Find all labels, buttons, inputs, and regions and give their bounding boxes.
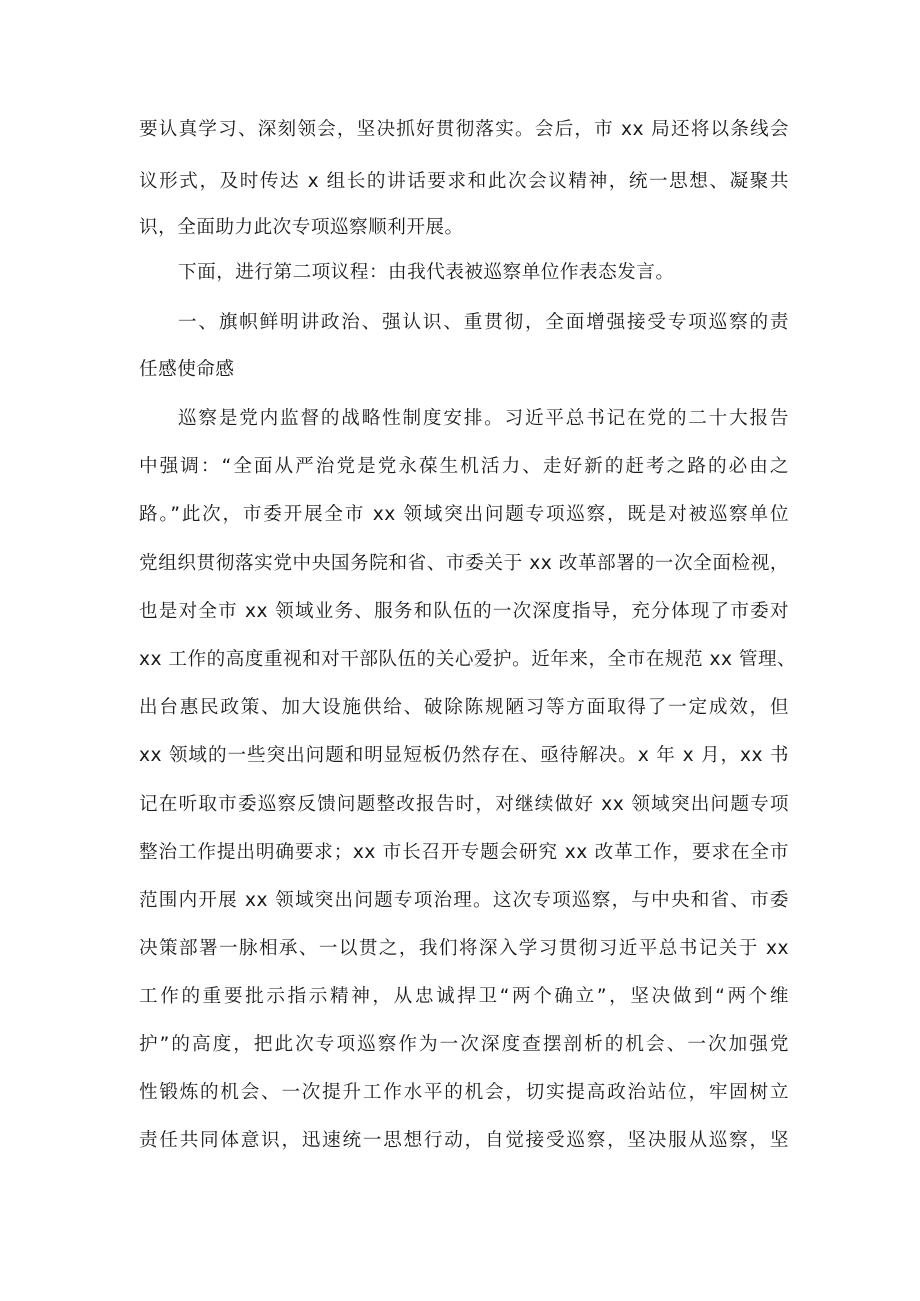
paragraph-line: 决策部署一脉相承、一以贯之，我们将深入学习贯彻习近平总书记关于 xx (139, 938, 789, 959)
paragraph-line: 要认真学习、深刻领会，坚决抓好贯彻落实。会后，市 xx 局还将以条线会 (139, 119, 789, 140)
paragraph-line: 性锻炼的机会、一次提升工作水平的机会，切实提高政治站位，牢固树立 (139, 1082, 789, 1103)
paragraph-line: 中强调：“全面从严治党是党永葆生机活力、走好新的赶考之路的必由之 (139, 456, 789, 477)
paragraph-line: 范围内开展 xx 领域突出问题专项治理。这次专项巡察，与中央和省、市委 (139, 890, 789, 911)
paragraph-line: xx 工作的高度重视和对干部队伍的关心爱护。近年来，全市在规范 xx 管理、 (139, 649, 797, 670)
paragraph-line: 也是对全市 xx 领域业务、服务和队伍的一次深度指导，充分体现了市委对 (139, 601, 789, 622)
section-heading-line: 任感使命感 (139, 359, 235, 380)
paragraph-line: 巡察是党内监督的战略性制度安排。习近平总书记在党的二十大报告 (178, 408, 789, 429)
paragraph-line: 路。”此次，市委开展全市 xx 领域突出问题专项巡察，既是对被巡察单位 (139, 504, 789, 525)
paragraph-line: 记在听取市委巡察反馈问题整改报告时，对继续做好 xx 领域突出问题专项 (139, 794, 789, 815)
paragraph-line: 议形式，及时传达 x 组长的讲话要求和此次会议精神，统一思想、凝聚共 (139, 171, 789, 192)
section-heading-line: 一、旗帜鲜明讲政治、强认识、重贯彻，全面增强接受专项巡察的责 (178, 312, 789, 333)
paragraph-line: xx 领域的一些突出问题和明显短板仍然存在、亟待解决。x 年 x 月，xx 书 (139, 745, 789, 766)
paragraph-line: 出台惠民政策、加大设施供给、破除陈规陋习等方面取得了一定成效，但 (139, 697, 789, 718)
paragraph-line: 责任共同体意识，迅速统一思想行动，自觉接受巡察，坚决服从巡察，坚 (139, 1130, 789, 1151)
paragraph-line: 党组织贯彻落实党中央国务院和省、市委关于 xx 改革部署的一次全面检视， (139, 553, 789, 574)
paragraph-line: 护”的高度，把此次专项巡察作为一次深度查摆剖析的机会、一次加强党 (139, 1034, 789, 1055)
paragraph-line: 工作的重要批示指示精神，从忠诚捍卫“两个确立”，坚决做到“两个维 (139, 986, 789, 1007)
paragraph-line: 下面，进行第二项议程：由我代表被巡察单位作表态发言。 (178, 262, 675, 283)
paragraph-line: 整治工作提出明确要求；xx 市长召开专题会研究 xx 改革工作，要求在全市 (139, 842, 789, 863)
paragraph-line: 识，全面助力此次专项巡察顺利开展。 (139, 217, 464, 238)
